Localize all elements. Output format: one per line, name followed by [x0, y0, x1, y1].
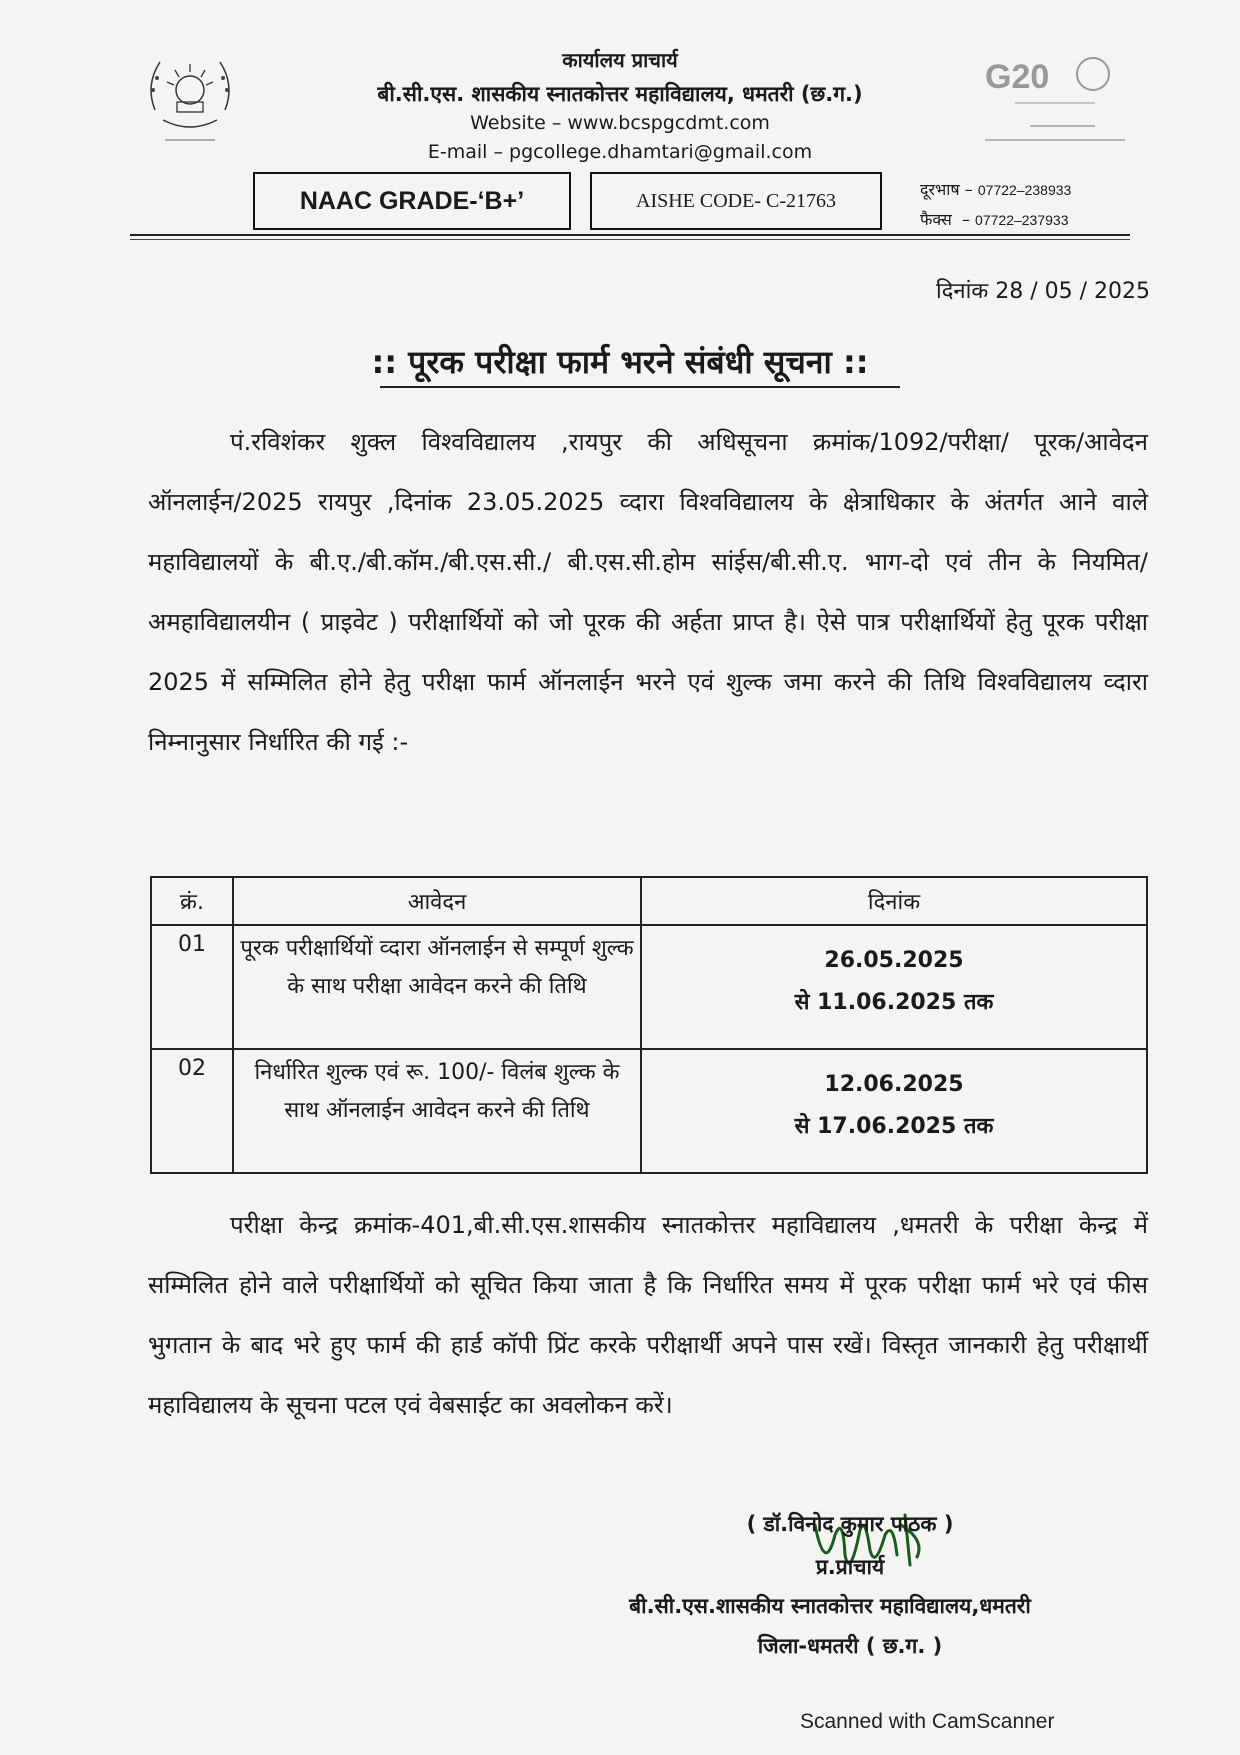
row-date-start: 26.05.2025	[824, 948, 964, 973]
phone-label: दूरभाष	[920, 180, 960, 199]
table-header-row	[151, 877, 1147, 925]
signatory-college: बी.सी.एस.शासकीय स्नातकोत्तर महाविद्यालय,धमतरी	[629, 1594, 1031, 1618]
phone-number: 07722–238933	[977, 182, 1072, 198]
fax-label: फैक्स	[920, 210, 952, 229]
header-serial: क्रं.	[151, 877, 233, 925]
svg-text:G20: G20	[985, 58, 1050, 96]
row-date-end: से 11.06.2025 तक	[794, 990, 994, 1015]
row-date	[641, 1049, 1147, 1173]
row-application: पूरक परीक्षार्थियों व्दारा ऑनलाईन से सम्पूर्ण शुल्क के साथ परीक्षा आवेदन करने की तिथि	[233, 925, 641, 1049]
notice-date: दिनांक 28 / 05 / 2025	[936, 279, 1150, 304]
signatory-district: जिला-धमतरी ( छ.ग. )	[757, 1634, 943, 1658]
office-heading: कार्यालय प्राचार्य	[562, 48, 678, 72]
row-serial: 01	[151, 925, 233, 1049]
row-date	[641, 925, 1147, 1049]
website-line: Website – www.bcspgcdmt.com	[470, 112, 770, 134]
phone-line: दूरभाष – 07722–238933	[920, 180, 1072, 199]
row-serial: 02	[151, 1049, 233, 1173]
naac-grade-box: NAAC GRADE-‘B+’	[253, 172, 571, 230]
aishe-code-box: AISHE CODE- C-21763	[590, 172, 882, 230]
email-line: E-mail – pgcollege.dhamtari@gmail.com	[427, 141, 813, 163]
college-name: बी.सी.एस. शासकीय स्नातकोत्तर महाविद्यालय, धमतरी (छ.ग.)	[377, 82, 863, 106]
notice-title: :: पूरक परीक्षा फार्म भरने संबंधी सूचना ::	[371, 343, 869, 381]
header-application: आवेदन	[233, 877, 641, 925]
header-divider-thin	[130, 239, 1130, 240]
header-date: दिनांक	[641, 877, 1147, 925]
header-divider	[130, 234, 1130, 236]
row-application: निर्धारित शुल्क एवं रू. 100/- विलंब शुल्क के साथ ऑनलाईन आवेदन करने की तिथि	[233, 1049, 641, 1173]
fax-number: 07722–237933	[975, 212, 1069, 228]
table-row	[151, 925, 1147, 1049]
scanner-watermark: Scanned with CamScanner	[800, 1710, 1055, 1733]
row-date-end: से 17.06.2025 तक	[794, 1114, 994, 1139]
notice-paragraph-2: परीक्षा केन्द्र क्रमांक-401,बी.सी.एस.शासकीय स्नातकोत्तर महाविद्यालय ,धमतरी के परीक्षा केन्द्र में सम्मिलित होने वाले परीक्षार्थियों को सूचित किया जाता है कि निर्धारित समय में पूरक परीक्षा फार्म भरे एवं फीस भुगतान के बाद भरे हुए फार्म की हार्ड कॉपी प्रिंट करके परीक्षार्थी अपने पास रखें। विस्तृत जानकारी हेतु परीक्षार्थी महाविद्यालय के सूचना पटल एवं वेबसाईट का अवलोकन करें।	[148, 1211, 1148, 1419]
table-row	[151, 1049, 1147, 1173]
title-underline	[380, 386, 900, 388]
fax-line: फैक्स – 07722–237933	[920, 210, 1069, 229]
notice-paragraph-1: पं.रविशंकर शुक्ल विश्वविद्यालय ,रायपुर की अधिसूचना क्रमांक/1092/परीक्षा/ पूरक/आवेदन ऑनलाईन/2025 रायपुर ,दिनांक 23.05.2025 व्दारा विश्वविद्यालय के क्षेत्राधिकार के अंतर्गत आने वाले महाविद्यालयों के बी.ए./बी.कॉम./बी.एस.सी./ बी.एस.सी.होम सांईस/बी.सी.ए. भाग-दो एवं तीन के नियमित/अमहाविद्यालयीन ( प्राइवेट ) परीक्षार्थियों को जो पूरक की अर्हता प्राप्त है। ऐसे पात्र परीक्षार्थियों हेतु पूरक परीक्षा 2025 में सम्मिलित होने हेतु परीक्षा फार्म ऑनलाईन भरने एवं शुल्क जमा करने की तिथि विश्वविद्यालय व्दारा निम्नानुसार निर्धारित की गई :-	[148, 428, 1148, 756]
schedule-table	[150, 876, 1148, 1174]
signatory-designation: प्र.प्राचार्य	[815, 1555, 885, 1579]
row-date-start: 12.06.2025	[824, 1072, 964, 1097]
signatory-name: ( डॉ.विनोद कुमार पाठक )	[746, 1512, 954, 1536]
